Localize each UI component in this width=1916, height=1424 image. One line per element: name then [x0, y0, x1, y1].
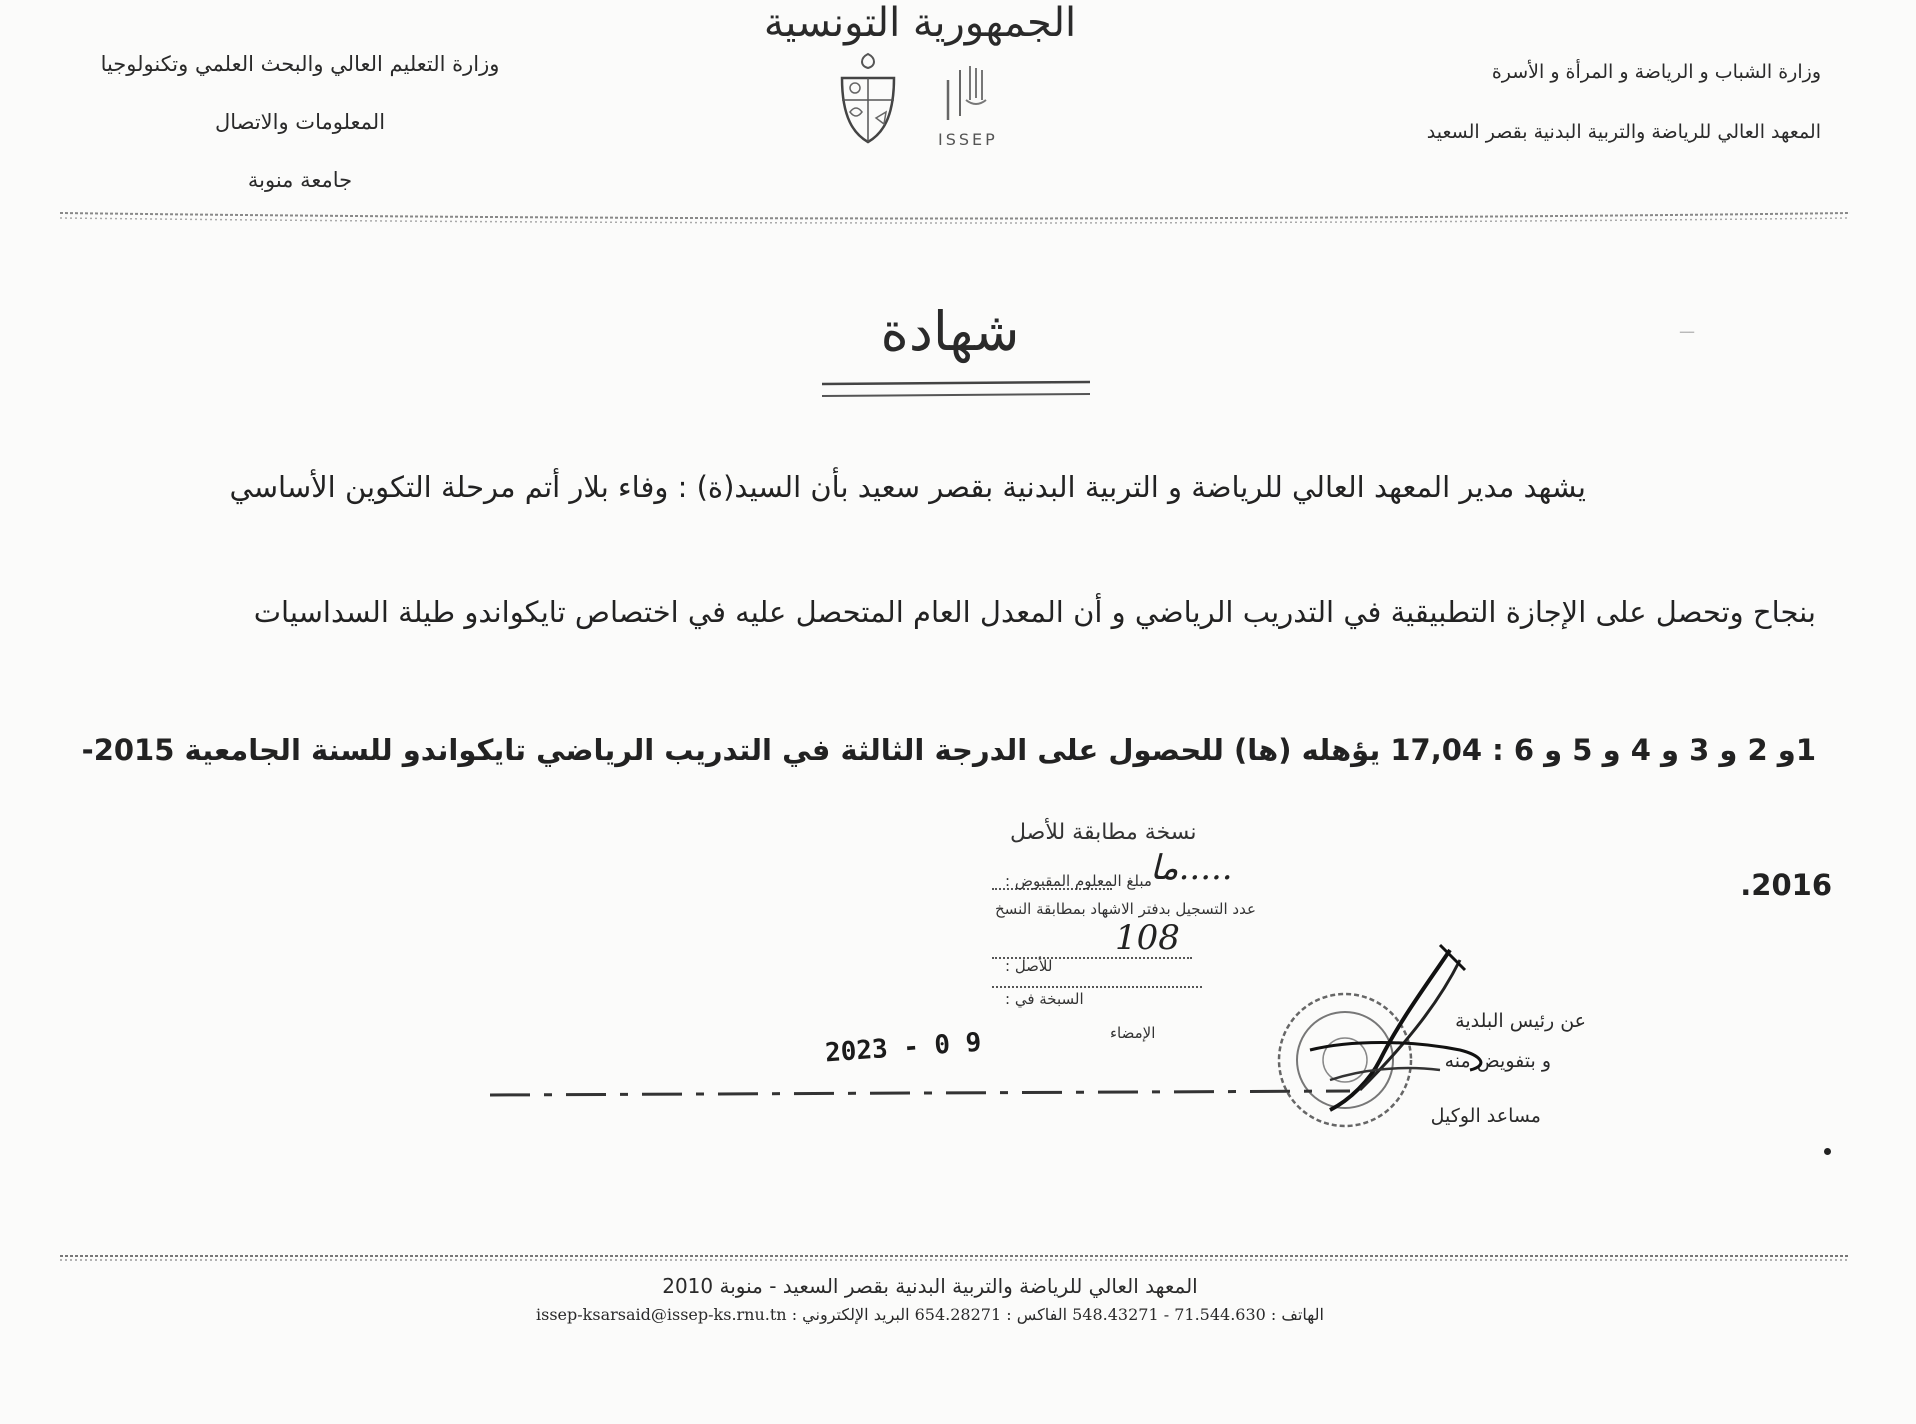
ink-dot [1824, 1148, 1831, 1155]
header-divider [60, 210, 1850, 228]
body-line-2: بنجاح وتحصل على الإجازة التطبيقية في التدريب الرياضي و أن المعدل العام المتحصل عليه في اختصاص تايكواندو طيلة السداسيات [253, 595, 1816, 629]
footer-address: المعهد العالي للرياضة والتربية البدنية بقصر السعيد - منوبة 2010 [662, 1274, 1198, 1298]
date-dotted-line [992, 986, 1202, 988]
body-line-1: يشهد مدير المعهد العالي للرياضة و التربية البدنية بقصر سعيد بأن السيد(ة) : وفاء بلار أتم مرحلة التكوين الأساسي [229, 470, 1586, 504]
fee-handwritten-value: ما..... [1150, 848, 1233, 888]
signature-label: الإمضاء [1110, 1024, 1156, 1042]
header-left-ministry-line2: المعلومات والاتصال [214, 110, 386, 134]
header-right-block [1301, 42, 1821, 162]
header-left-university: جامعة منوبة [247, 168, 353, 192]
date-stamp: 2023 - 0 9 [824, 1027, 983, 1069]
header-left-block [60, 35, 540, 209]
fee-label: مبلغ المعلوم المقبوض : [1005, 872, 1152, 890]
date-label: السبخة في : [1005, 990, 1084, 1008]
faint-mark: ـــ [1680, 318, 1695, 337]
tunisia-emblem-icon [830, 48, 906, 148]
body-line-4: 2016. [1740, 868, 1832, 902]
header-left-ministry: وزارة التعليم العالي والبحث العلمي وتكنولوجيا [100, 52, 500, 76]
issep-logo-text: ISSEP [938, 130, 998, 149]
signer-line-1: عن رئيس البلدية [1455, 1010, 1586, 1032]
body-line-3: 1و 2 و 3 و 4 و 5 و 6 : 17,04 يؤهله (ها) للحصول على الدرجة الثالثة في التدريب الرياضي تايكواندو للسنة الجامعية 2015- [81, 733, 1816, 767]
register-label: عدد التسجيل بدفتر الاشهاد بمطابقة النسخ [995, 900, 1256, 918]
register-handwritten-value: 108 [1115, 918, 1180, 958]
country-heading: الجمهورية التونسية [763, 0, 1077, 46]
header-right-ministry: وزارة الشباب و الرياضة و المرأة و الأسرة [1491, 61, 1821, 83]
footer-divider [60, 1254, 1850, 1262]
footer-contact: الهاتف : 71.544.630 - 548.43271 الفاكس : 654.28271 البريد الإلكتروني : issep-ksarsaid@issep-ks.rnu.tn [536, 1305, 1324, 1324]
title-underline [820, 378, 1092, 402]
signer-line-3: مساعد الوكيل [1430, 1105, 1541, 1127]
certified-copy-title: نسخة مطابقة للأصل [1010, 820, 1197, 845]
header-right-institute: المعهد العالي للرياضة والتربية البدنية بقصر السعيد [1426, 121, 1821, 143]
signer-line-2: و بتفويض منه [1444, 1050, 1551, 1072]
original-label: للأصل : [1005, 957, 1053, 975]
document-title: شهادة [880, 300, 1020, 363]
stamp-dashed-line [490, 1083, 1350, 1107]
